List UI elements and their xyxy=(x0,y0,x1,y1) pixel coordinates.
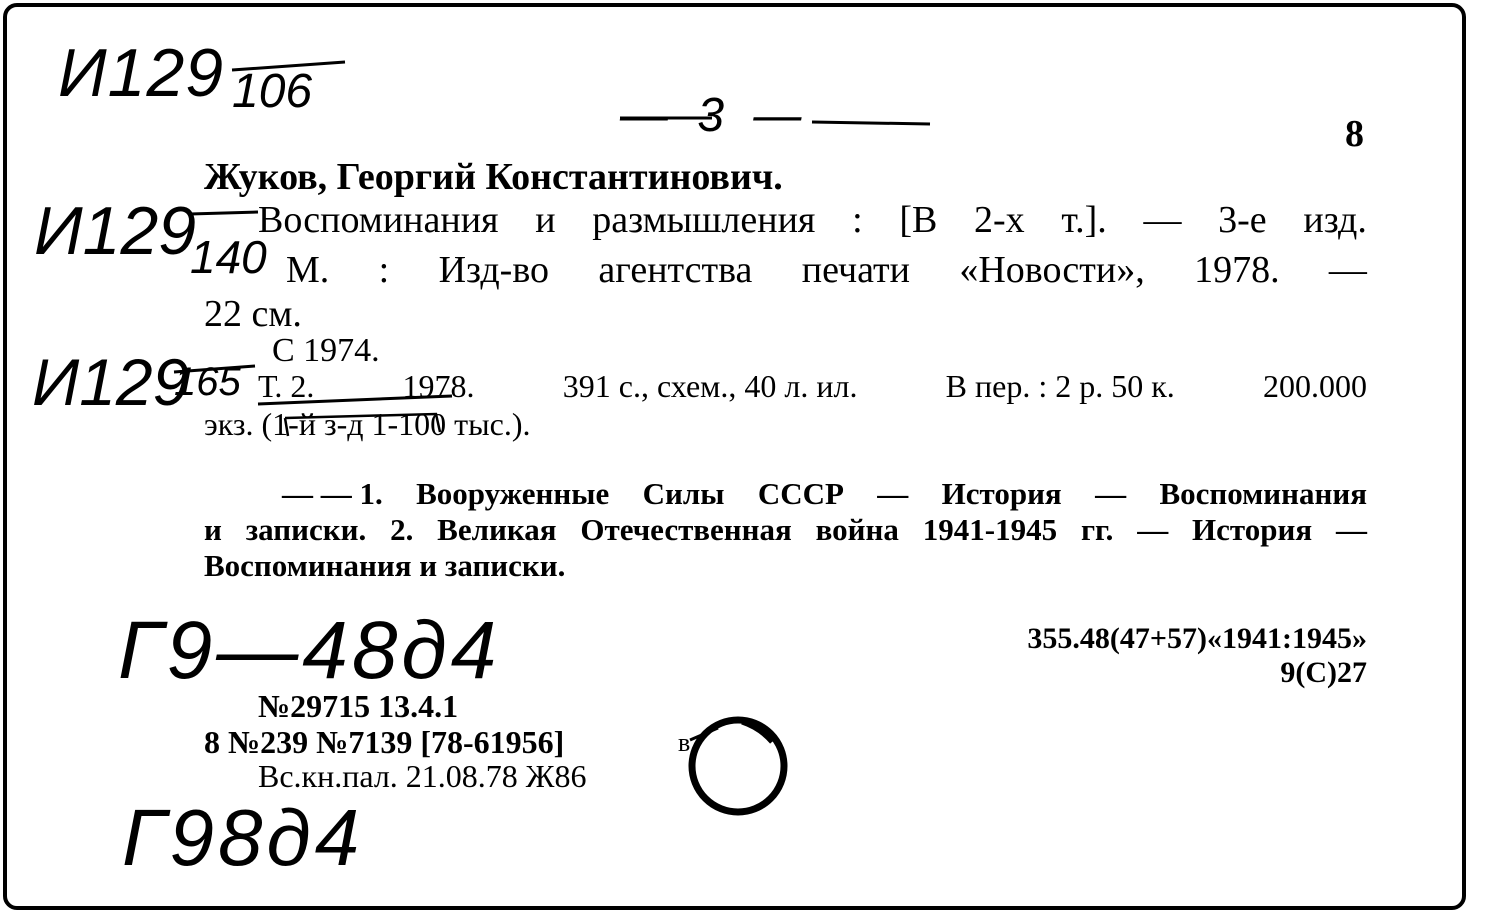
print-suffix: в xyxy=(678,728,691,757)
title-line-1-word: и xyxy=(535,199,556,241)
subjects-line-3: Воспоминания и записки. xyxy=(204,548,566,583)
shelf-2-overline xyxy=(190,212,258,214)
volume-line-1-word: Т. 2. xyxy=(258,368,315,404)
volume-line-1-word: 200.000 xyxy=(1262,368,1367,404)
bbk-code: 9(С)27 xyxy=(1280,656,1367,689)
title-line-3: 22 см. xyxy=(204,293,302,335)
order-number: №29715 13.4.1 xyxy=(258,688,459,724)
subjects-line-2-word: и xyxy=(204,512,222,547)
book-chamber-line: Вс.кн.пал. 21.08.78 Ж86 xyxy=(258,758,587,794)
print-info: 8 №239 №7139 [78-61956] xyxy=(204,724,565,760)
handwritten-shelf-mark-2-sub: 140 xyxy=(190,231,267,283)
subjects-line-2-word: записки. xyxy=(245,512,367,547)
handwritten-shelf-mark-3-sub: 165 xyxy=(174,360,241,404)
volume-underline xyxy=(258,396,452,404)
title-line-1-word: Воспоминания xyxy=(258,199,499,241)
subjects-line-1-word: — xyxy=(877,476,909,511)
subjects-line-1-word: Воспоминания xyxy=(1159,476,1367,511)
title-line-1-word: 2-х xyxy=(974,199,1025,241)
title-line-1-word: — xyxy=(1143,199,1182,241)
handwritten-page-mark: — 3 — xyxy=(620,89,810,142)
subjects-line-2-word: История xyxy=(1192,512,1313,547)
subjects-line-2-word: Великая xyxy=(437,512,557,547)
handwritten-shelf-mark-1: И129 xyxy=(58,35,225,111)
subjects-line-1-word: Силы xyxy=(642,476,725,511)
title-line-2-word: : xyxy=(378,249,390,291)
title-line-1-word: : xyxy=(852,199,863,241)
handwritten-code-1: Г9—48д4 xyxy=(118,605,501,696)
title-line-2-word: Изд-во xyxy=(438,249,550,291)
volume-bracket xyxy=(285,414,440,436)
subjects-line-2-word: гг. xyxy=(1080,512,1114,547)
handwritten-code-2: Г98д4 xyxy=(122,793,364,882)
title-line-1-word: изд. xyxy=(1303,199,1367,241)
subjects-line-1-word: — — 1. xyxy=(282,476,383,511)
title-line-1-word: размышления xyxy=(592,199,816,241)
previous-edition: С 1974. xyxy=(272,332,380,369)
title-line-2-word: 1978. xyxy=(1194,249,1280,291)
page-mark-rule-right xyxy=(812,122,930,124)
subjects-line-2-word: — xyxy=(1335,512,1367,547)
volume-line-1-word: 1978. xyxy=(402,368,475,404)
shelf-1-overline xyxy=(232,62,345,70)
volume-line-1-word: В пер. : 2 р. 50 к. xyxy=(945,368,1175,404)
subjects-line-1-word: СССР xyxy=(757,476,844,511)
title-line-2-word: «Новости», xyxy=(959,249,1145,291)
title-line-1-word: [В xyxy=(899,199,938,241)
author-heading: Жуков, Георгий Константинович. xyxy=(204,156,783,198)
corner-number: 8 xyxy=(1345,113,1364,155)
handwritten-shelf-mark-1-sub: 106 xyxy=(232,65,313,118)
subjects-line-1-word: Вооруженные xyxy=(416,476,610,511)
title-line-1-word: т.]. xyxy=(1061,199,1107,241)
title-line-2-word: печати xyxy=(801,249,910,291)
subjects-line-2-word: война xyxy=(815,512,899,547)
title-line-2-word: — xyxy=(1328,249,1367,291)
title-line-1-word: 3-е xyxy=(1218,199,1267,241)
subjects-line-2-word: — xyxy=(1137,512,1169,547)
title-line-2-word: агентства xyxy=(598,249,753,291)
subjects-line-1-word: — xyxy=(1095,476,1127,511)
handwritten-shelf-mark-3: И129 xyxy=(32,345,190,419)
subjects-line-2-word: 2. xyxy=(390,512,414,547)
volume-line-2: экз. (1-й з-д 1-100 тыс.). xyxy=(204,406,531,442)
shelf-3-overline xyxy=(174,366,255,372)
subjects-line-1-word: История xyxy=(941,476,1062,511)
udc-code: 355.48(47+57)«1941:1945» xyxy=(1027,622,1367,655)
subjects-line-2-word: Отечественная xyxy=(580,512,792,547)
handwritten-shelf-mark-2: И129 xyxy=(34,193,197,269)
title-line-2-word: М. xyxy=(286,249,330,291)
subjects-line-2-word: 1941-1945 xyxy=(922,512,1058,547)
volume-line-1-word: 391 с., схем., 40 л. ил. xyxy=(562,368,858,404)
